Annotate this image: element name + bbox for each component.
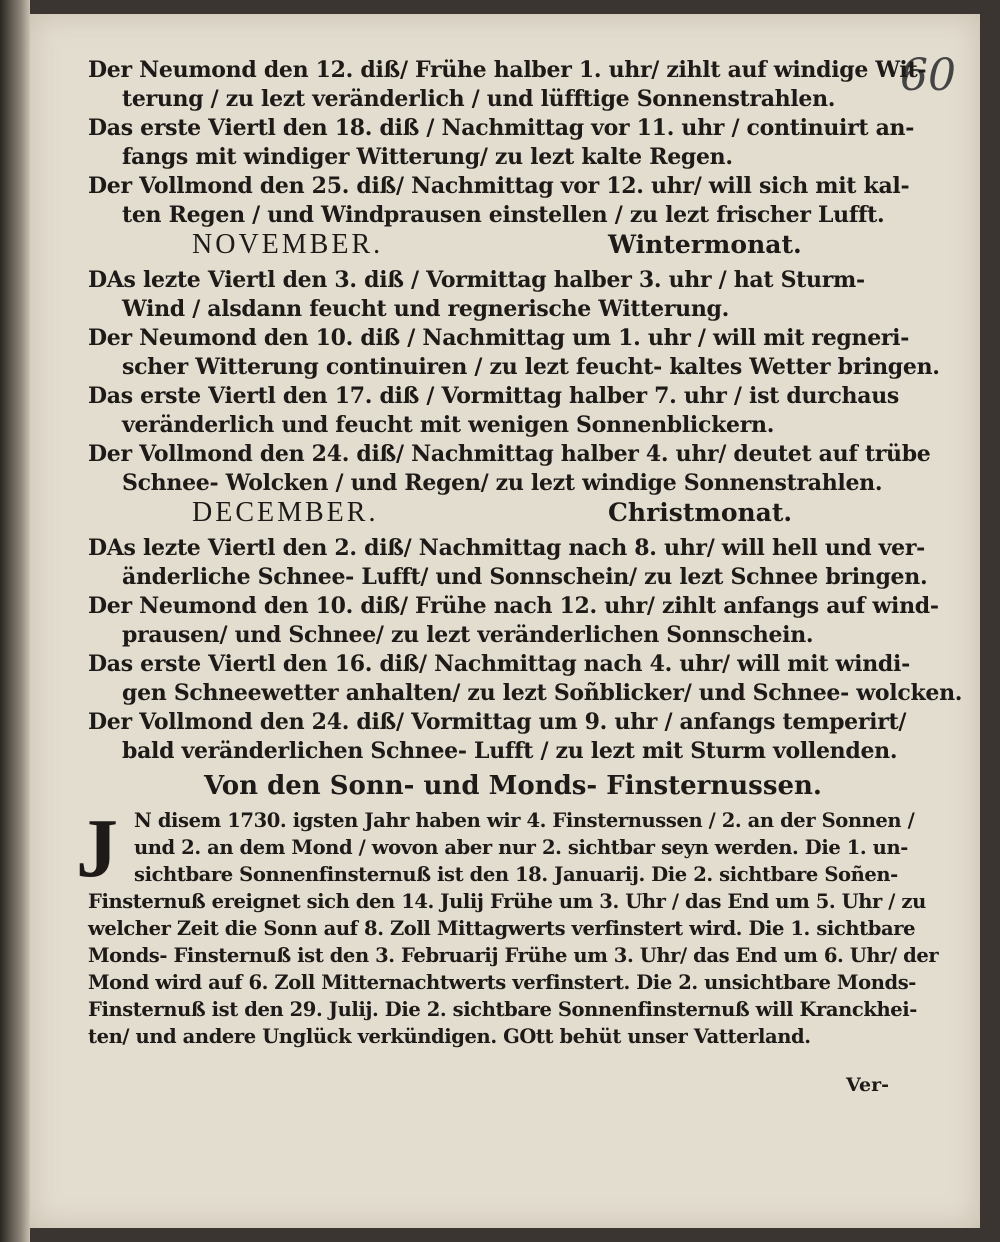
paragraph-line: und 2. an dem Mond / wovon aber nur 2. sichtbar seyn werden. Die 1. un-	[134, 836, 908, 859]
entry-line: gen Schneewetter anhalten/ zu lezt Soñblicker/ und Schnee- wolcken.	[122, 680, 963, 706]
paragraph-line: Finsternuß ist den 29. Julij. Die 2. sichtbare Sonnenfinsternuß will Kranckhei-	[88, 998, 917, 1021]
page-number: 60	[900, 50, 956, 101]
entry-line: bald veränderlichen Schnee- Lufft / zu lezt mit Sturm vollenden.	[122, 738, 898, 764]
entry-line: Der Neumond den 12. diß/ Frühe halber 1. uhr/ zihlt auf windige Wit-	[88, 57, 927, 83]
december-heading	[88, 498, 888, 534]
entry-line: fangs mit windiger Witterung/ zu lezt kalte Regen.	[122, 144, 733, 170]
october-entry	[88, 114, 915, 172]
catchword: Ver-	[846, 1074, 889, 1096]
december-entry	[88, 708, 907, 766]
november-heading	[88, 230, 888, 266]
november-entry	[88, 266, 888, 324]
november-entry	[88, 382, 899, 440]
eclipses-paragraph	[76, 802, 939, 1050]
paragraph-line: ten/ und andere Unglück verkündigen. GOtt behüt unser Vatterland.	[88, 1025, 811, 1048]
november-entry	[88, 324, 940, 382]
paragraph-line: N disem 1730. igsten Jahr haben wir 4. Finsternussen / 2. an der Sonnen /	[134, 809, 915, 832]
paragraph-line: sichtbare Sonnenfinsternuß ist den 18. Januarij. Die 2. sichtbare Soñen-	[134, 863, 898, 886]
month-german: Wintermonat.	[608, 230, 802, 259]
entry-line: terung / zu lezt veränderlich / und lüfftige Sonnenstrahlen.	[122, 86, 836, 112]
entry-line: veränderlich und feucht mit wenigen Sonnenblickern.	[122, 412, 775, 438]
month-latin: DECEMBER.	[192, 497, 379, 528]
entry-line: Der Vollmond den 25. diß/ Nachmittag vor 12. uhr/ will sich mit kal-	[88, 173, 910, 199]
entry-line: Der Vollmond den 24. diß/ Nachmittag halber 4. uhr/ deutet auf trübe	[88, 441, 931, 467]
december-entry	[88, 534, 928, 592]
entry-line: prausen/ und Schnee/ zu lezt veränderlichen Sonnschein.	[122, 622, 814, 648]
november-entry	[88, 440, 931, 498]
entry-line: Schnee- Wolcken / und Regen/ zu lezt windige Sonnenstrahlen.	[122, 470, 883, 496]
eclipses-title: Von den Sonn- und Monds- Finsternussen.	[204, 771, 822, 801]
entry-line: DAs lezte Viertl den 3. diß / Vormittag halber 3. uhr / hat Sturm-	[88, 267, 865, 293]
month-latin: NOVEMBER.	[192, 229, 384, 260]
entry-line: Der Neumond den 10. diß / Nachmittag um 1. uhr / will mit regneri-	[88, 325, 910, 351]
paragraph-line: Finsternuß ereignet sich den 14. Julij Frühe um 3. Uhr / das End um 5. Uhr / zu	[88, 890, 926, 913]
entry-line: Der Vollmond den 24. diß/ Vormittag um 9. uhr / anfangs temperirt/	[88, 709, 907, 735]
book-spine	[0, 0, 30, 1242]
entry-line: Das erste Viertl den 17. diß / Vormittag halber 7. uhr / ist durchaus	[88, 383, 899, 409]
december-entry	[88, 650, 963, 708]
drop-initial: J	[76, 802, 118, 895]
october-entry	[88, 56, 927, 114]
paragraph-line: welcher Zeit die Sonn auf 8. Zoll Mittagwerts verfinstert wird. Die 1. sichtbare	[88, 917, 916, 940]
entry-line: scher Witterung continuiren / zu lezt feucht- kaltes Wetter bringen.	[122, 354, 940, 380]
december-entry	[88, 592, 939, 650]
month-german: Christmonat.	[608, 498, 793, 527]
october-entry	[88, 172, 910, 230]
entry-line: änderliche Schnee- Lufft/ und Sonnschein/ zu lezt Schnee bringen.	[122, 564, 928, 590]
paragraph-line: Mond wird auf 6. Zoll Mitternachtwerts verfinstert. Die 2. unsichtbare Monds-	[88, 971, 916, 994]
entry-line: Das erste Viertl den 16. diß/ Nachmittag nach 4. uhr/ will mit windi-	[88, 651, 910, 677]
paragraph-line: Monds- Finsternuß ist den 3. Februarij Frühe um 3. Uhr/ das End um 6. Uhr/ der	[88, 944, 939, 967]
entry-line: DAs lezte Viertl den 2. diß/ Nachmittag nach 8. uhr/ will hell und ver-	[88, 535, 925, 561]
entry-line: Wind / alsdann feucht und regnerische Witterung.	[122, 296, 729, 322]
entry-line: Das erste Viertl den 18. diß / Nachmittag vor 11. uhr / continuirt an-	[88, 115, 915, 141]
entry-line: Der Neumond den 10. diß/ Frühe nach 12. uhr/ zihlt anfangs auf wind-	[88, 593, 939, 619]
entry-line: ten Regen / und Windprausen einstellen / zu lezt frischer Lufft.	[122, 202, 885, 228]
